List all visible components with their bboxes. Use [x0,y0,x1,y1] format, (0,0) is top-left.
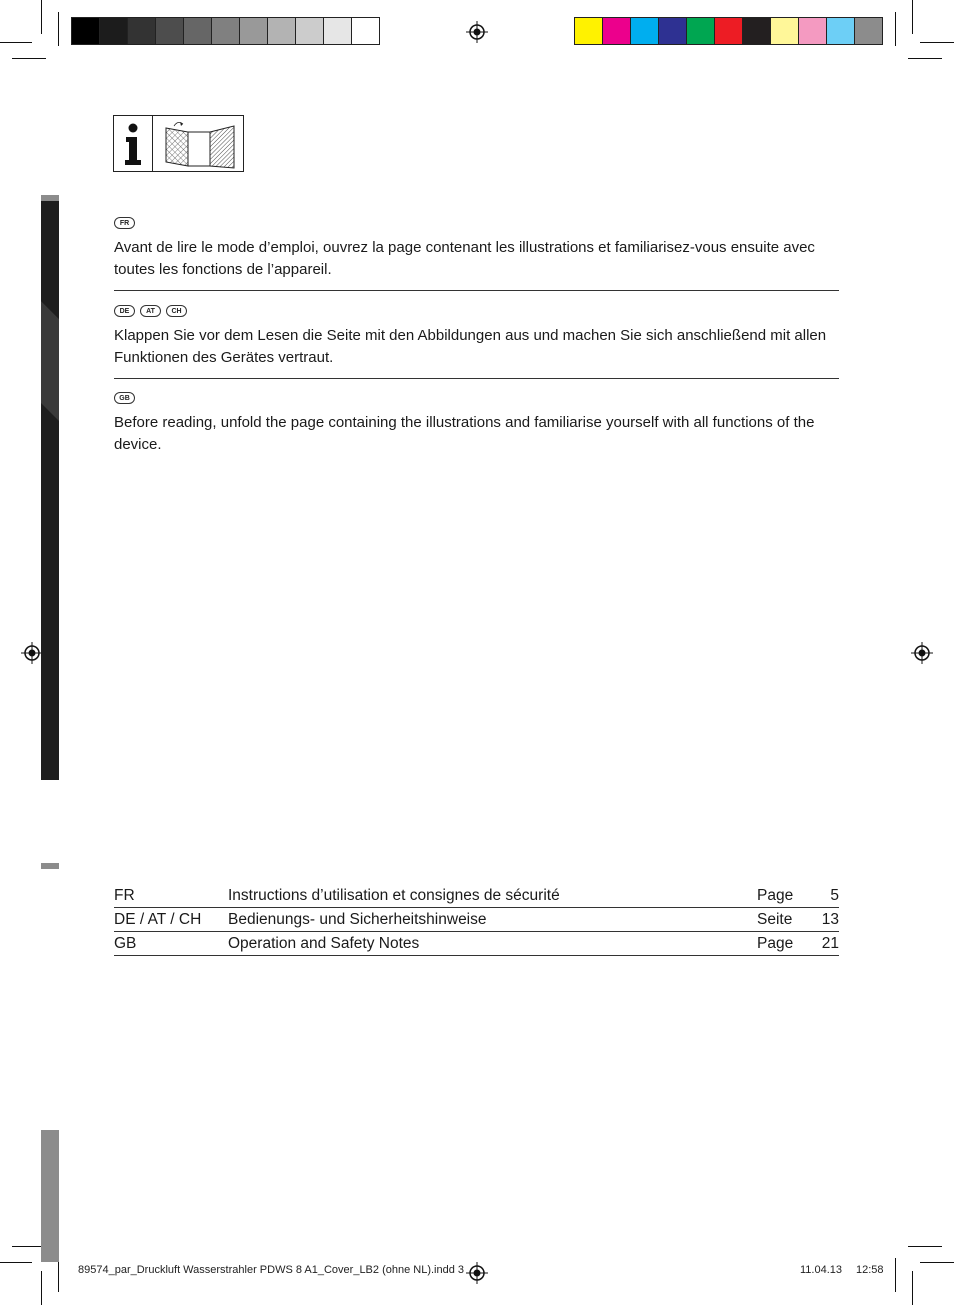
toc-section-title: Operation and Safety Notes [228,935,420,952]
grayscale-swatch [128,18,156,44]
country-code-badge: AT [140,305,161,317]
crop-mark [920,42,954,43]
crop-mark [908,1246,942,1247]
process-color-swatch [715,18,743,44]
country-code-badge: FR [114,217,135,229]
crop-mark [895,1258,896,1292]
unfold-notice-text: Avant de lire le mode d’emploi, ouvrez la page contenant les illustrations et familiarisez-vous ensuite avec toutes les fonctions de l’appareil. [114,239,815,278]
grayscale-swatch [324,18,352,44]
process-color-swatch [771,18,799,44]
process-color-swatch [575,18,603,44]
country-code-badge: GB [114,392,135,404]
crop-mark [920,1262,954,1263]
language-block-gb [114,392,839,456]
unfold-notice-text: Before reading, unfold the page containing the illustrations and familiarise yourself with all functions of the device. [114,414,815,453]
side-tab-notches [41,201,59,780]
grayscale-swatch [352,18,379,44]
registration-mark-icon [466,21,488,43]
crop-mark [0,42,32,43]
side-tab-bottom [41,1130,59,1262]
process-color-swatch [827,18,855,44]
table-row [114,908,839,932]
divider [114,290,839,291]
toc-page-label: Page [757,887,794,904]
grayscale-control-bar [71,17,380,45]
grayscale-swatch [184,18,212,44]
slug-time: 12:58 [856,1264,884,1276]
process-color-swatch [659,18,687,44]
info-i-icon [114,116,153,171]
grayscale-swatch [296,18,324,44]
divider [114,378,839,379]
slug-filename: 89574_par_Druckluft Wasserstrahler PDWS 8 A1_Cover_LB2 (ohne NL).indd 3 [78,1264,465,1276]
crop-mark [0,1262,32,1263]
info-fold-out-notice [113,115,244,172]
grayscale-swatch [156,18,184,44]
country-flags [114,305,839,319]
crop-mark [58,1258,59,1292]
toc-language-code: DE / AT / CH [114,911,202,928]
crop-mark [41,0,42,34]
unfold-notice-text: Klappen Sie vor dem Lesen die Seite mit den Abbildungen aus und machen Sie sich anschließend mit allen Funktionen des Gerätes vertraut. [114,327,827,366]
grayscale-swatch [240,18,268,44]
crop-mark [908,58,942,59]
language-block-de-at-ch [114,305,839,369]
toc-page-label: Page [757,935,794,952]
crop-mark [41,1271,42,1305]
registration-mark-icon [911,642,933,664]
toc-page-label: Seite [757,911,793,928]
toc-language-code: GB [114,935,137,952]
country-flags [114,217,839,231]
process-color-swatch [687,18,715,44]
registration-mark-icon [21,642,43,664]
crop-mark [895,12,896,46]
slug-date: 11.04.13 [800,1264,843,1276]
registration-mark-icon [466,1262,488,1284]
table-row [114,884,839,908]
toc-page-number: 5 [830,887,839,904]
process-color-swatch [799,18,827,44]
side-tab-marker [41,863,59,869]
grayscale-swatch [268,18,296,44]
toc-section-title: Instructions d’utilisation et consignes de sécurité [228,887,560,904]
process-color-swatch [603,18,631,44]
grayscale-swatch [212,18,240,44]
country-flags [114,392,839,406]
table-row [114,932,839,956]
crop-mark [12,58,46,59]
process-color-swatch [631,18,659,44]
process-color-control-bar [574,17,883,45]
country-code-badge: DE [114,305,135,317]
fold-out-pages-icon [153,116,243,171]
crop-mark [912,1271,913,1305]
grayscale-swatch [72,18,100,44]
process-color-swatch [855,18,882,44]
toc-page-number: 13 [821,911,839,928]
language-block-fr [114,217,839,281]
country-code-badge: CH [166,305,187,317]
crop-mark [58,12,59,46]
table-of-contents [114,884,839,956]
grayscale-swatch [100,18,128,44]
toc-section-title: Bedienungs- und Sicherheitshinweise [228,911,487,928]
process-color-swatch [743,18,771,44]
toc-language-code: FR [114,887,135,904]
crop-mark [912,0,913,34]
toc-page-number: 21 [821,935,839,952]
